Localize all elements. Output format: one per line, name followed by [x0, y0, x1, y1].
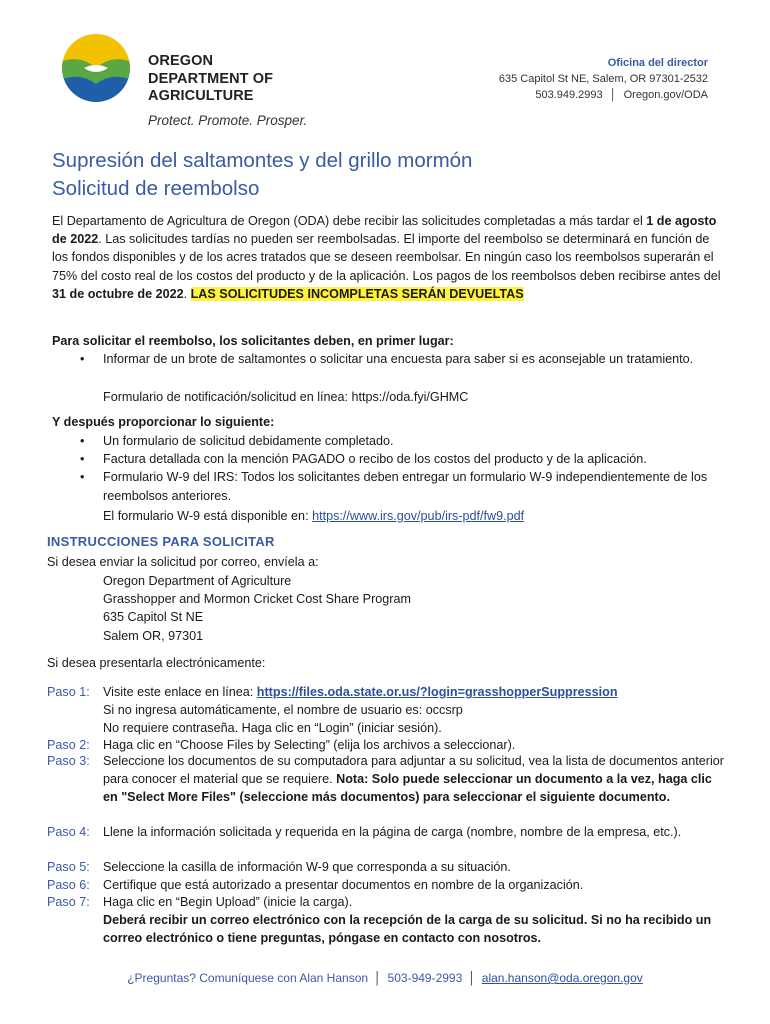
address-line: Salem OR, 97301 — [103, 628, 204, 643]
list-item — [78, 350, 728, 368]
step-text-6: Certifique que está autorizado a presentar documentos en nombre de la organización. — [103, 878, 584, 892]
w9-link[interactable]: https://www.irs.gov/pub/irs-pdf/fw9.pdf — [312, 509, 525, 523]
step-text-1 — [103, 683, 728, 738]
requirements-list — [78, 432, 728, 505]
step-label-6: Paso 6: — [47, 878, 90, 892]
step-7-note: Deberá recibir un correo electrónico con la recepción de la carga de su solicitud. Si no ha recibido un correo electrónico o tiene preguntas, póngase en contacto con nosotros. — [103, 913, 712, 946]
step-text-4: Llene la información solicitada y requerida en la página de carga (nombre, nombre de la empresa, etc.). — [103, 825, 682, 839]
step-7-line1: Haga clic en “Begin Upload” (inicie la carga). — [103, 895, 353, 909]
address-line: 635 Capitol St NE — [103, 610, 204, 625]
oda-logo — [60, 32, 132, 104]
step-label-7: Paso 7: — [47, 895, 90, 909]
w9-prefix: El formulario W-9 está disponible en: — [103, 509, 313, 523]
footer-contact-text: ¿Preguntas? Comuníquese con Alan Hanson — [127, 971, 369, 985]
intro-text-2: . Las solicitudes tardías no pueden ser reembolsadas. El importe del reembolso se determinará en función de los fondos disponibles y de los acres tratados que se deseen reembolsar. En ningún caso los reembolsos superarán el 75% del costo real de los costos del producto y de la aplicación. Los pagos de los reembolsos deben recibirse antes del — [52, 232, 721, 283]
step-label-2: Paso 2: — [47, 738, 90, 752]
w9-availability — [103, 507, 723, 525]
title-line2: Solicitud de reembolso — [52, 177, 260, 200]
office-name: Oficina del director — [607, 57, 708, 69]
intro-text-1: El Departamento de Agricultura de Oregon (ODA) debe recibir las solicitudes completadas a más tardar el — [52, 214, 647, 228]
then-heading: Y después proporcionar lo siguiente: — [52, 415, 275, 429]
mailing-address — [103, 572, 411, 645]
footer-contact — [0, 969, 770, 987]
step-text-3 — [103, 752, 728, 807]
first-step-list — [78, 350, 728, 368]
upload-link[interactable]: https://files.oda.state.or.us/?login=grasshopperSuppression — [256, 685, 618, 699]
oda-logo-icon — [60, 32, 132, 104]
office-address: 635 Capitol St NE, Salem, OR 97301-2532 — [498, 73, 708, 85]
office-info — [499, 55, 708, 103]
address-line: Grasshopper and Mormon Cricket Cost Share Program — [103, 592, 411, 607]
mail-intro: Si desea enviar la solicitud por correo, envíela a: — [47, 555, 319, 569]
electronic-intro: Si desea presentarla electrónicamente: — [47, 656, 266, 670]
org-name-line1: OREGON — [148, 53, 214, 69]
intro-text-3: . — [183, 286, 191, 301]
step-label-3: Paso 3: — [47, 754, 90, 768]
list-item-text: Informar de un brote de saltamontes o solicitar una encuesta para saber si es aconsejable un tratamiento. — [103, 352, 694, 366]
intro-pay-deadline: 31 de octubre de 2022 — [52, 286, 184, 301]
address-line: Oregon Department of Agriculture — [103, 574, 292, 588]
first-step-heading: Para solicitar el reembolso, los solicitantes deben, en primer lugar: — [52, 334, 454, 348]
list-item — [78, 450, 728, 468]
instructions-heading: INSTRUCCIONES PARA SOLICITAR — [47, 534, 275, 549]
separator: │ — [374, 971, 382, 985]
footer-email-link[interactable]: alan.hanson@oda.oregon.gov — [481, 971, 643, 985]
title-line1: Supresión del saltamontes y del grillo mormón — [52, 149, 473, 172]
org-name — [148, 53, 273, 106]
step-label-1: Paso 1: — [47, 685, 90, 699]
step-1-line1 — [103, 683, 728, 701]
org-name-line2: DEPARTMENT OF — [148, 70, 274, 87]
step-1-prefix: Visite este enlace en línea: — [103, 685, 257, 699]
list-item-text: Un formulario de solicitud debidamente completado. — [103, 434, 394, 448]
step-label-4: Paso 4: — [47, 825, 90, 839]
org-name-line3: AGRICULTURE — [148, 88, 254, 104]
office-contact — [499, 87, 708, 103]
step-1-line2: Si no ingresa automáticamente, el nombre de usuario es: occsrp — [103, 703, 463, 718]
list-item — [78, 432, 728, 450]
step-text-2: Haga clic en “Choose Files by Selecting” (elija los archivos a seleccionar). — [103, 738, 516, 752]
separator: │ — [609, 89, 617, 101]
footer-phone: 503-949-2993 — [387, 971, 463, 985]
step-3-note: Nota: Solo puede seleccionar un documento a la vez, haga clic en "Select More Files" (seleccione más documentos) para seleccionar el siguiente documento. — [103, 772, 712, 805]
office-phone: 503.949.2993 — [535, 89, 603, 101]
intro-deadline: 1 de agosto de 2022 — [52, 214, 717, 247]
step-label-5: Paso 5: — [47, 860, 90, 874]
tagline: Protect. Promote. Prosper. — [148, 113, 308, 128]
step-1-line3: No requiere contraseña. Haga clic en “Login” (iniciar sesión). — [103, 721, 442, 736]
notification-form-note: Formulario de notificación/solicitud en línea: https://oda.fyi/GHMC — [103, 390, 469, 404]
office-web: Oregon.gov/ODA — [623, 89, 708, 101]
separator: │ — [468, 971, 476, 985]
step-text-5: Seleccione la casilla de información W-9 que corresponda a su situación. — [103, 860, 511, 874]
incomplete-warning: LAS SOLICITUDES INCOMPLETAS SERÁN DEVUELTAS — [190, 286, 524, 301]
step-3-text: Seleccione los documentos de su computadora para adjuntar a su solicitud, vea la lista de documentos anterior para conocer el material que se requiere. — [103, 754, 724, 787]
page-title — [52, 147, 472, 203]
step-text-7 — [103, 893, 728, 948]
list-item — [78, 468, 728, 504]
list-item-text: Formulario W-9 del IRS: Todos los solicitantes deben entregar un formulario W-9 independientemente de los reembolsos anteriores. — [103, 470, 708, 503]
list-item-text: Factura detallada con la mención PAGADO o recibo de los costos del producto y de la aplicación. — [103, 452, 647, 467]
intro-paragraph — [52, 212, 724, 303]
